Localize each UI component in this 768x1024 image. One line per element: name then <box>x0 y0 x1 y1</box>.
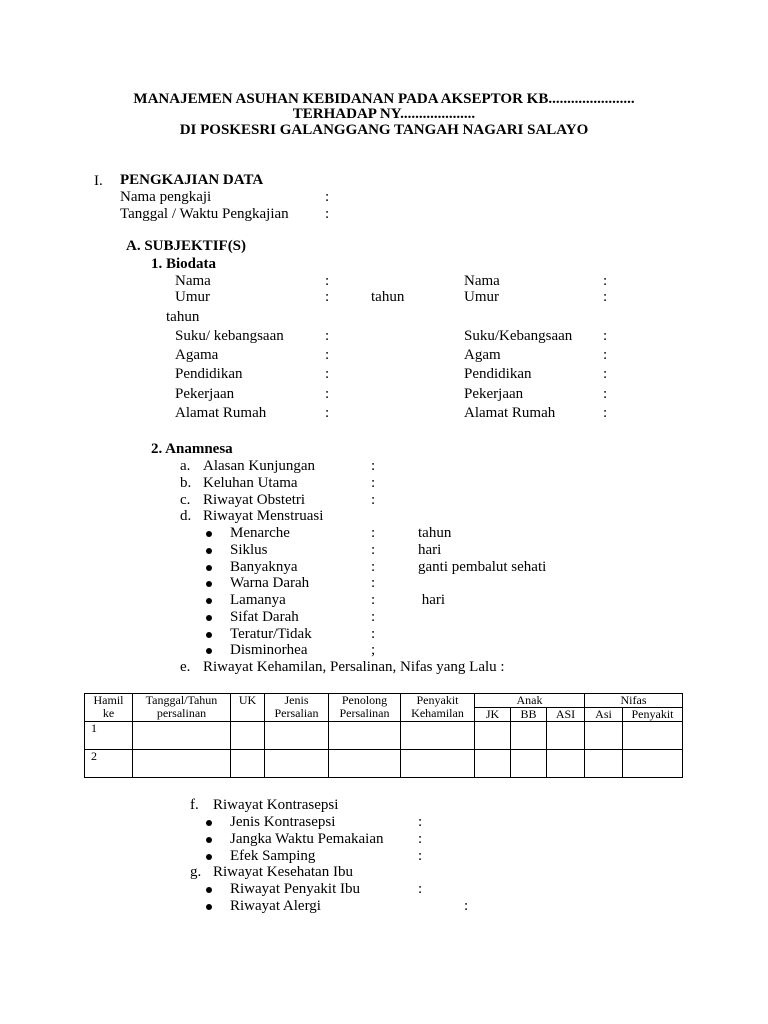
subheader-asi: ASI <box>547 708 585 722</box>
colon: : <box>603 366 608 382</box>
colon: : <box>418 814 423 830</box>
anamnesa-riwayat-menstruasi: Riwayat Menstruasi <box>203 508 324 524</box>
colon: : <box>464 898 469 914</box>
bullet-icon <box>206 598 212 604</box>
row-number: 2 <box>85 750 133 778</box>
menstruasi-label: Banyaknya <box>230 559 298 575</box>
menstruasi-sep: : <box>371 592 376 608</box>
header-text: Penyakit <box>416 693 459 707</box>
colon: : <box>325 289 330 305</box>
menstruasi-sep: : <box>371 575 376 591</box>
anamnesa-letter: d. <box>180 508 192 524</box>
header-nifas: Nifas <box>585 694 683 708</box>
riwayat-kehamilan-table <box>84 693 683 778</box>
bullet-icon <box>206 648 212 654</box>
biodata-right-nama: Nama <box>464 273 500 289</box>
field-nama-pengkaji: Nama pengkaji <box>120 189 212 205</box>
header-text: Tanggal/Tahun <box>145 693 218 707</box>
menstruasi-label: Warna Darah <box>230 575 310 591</box>
bullet-icon <box>206 837 212 843</box>
colon: : <box>603 273 608 289</box>
header-text: Kehamilan <box>411 706 464 720</box>
doc-title-line2: TERHADAP NY.................... <box>292 106 476 122</box>
kontrasepsi-letter: f. <box>190 797 199 813</box>
bullet-icon <box>206 565 212 571</box>
biodata-right-agama: Agam <box>464 347 501 363</box>
subheader-nifas-penyakit: Penyakit <box>623 708 683 722</box>
menstruasi-sep: ; <box>371 642 376 658</box>
anamnesa-riwayat-kehamilan: Riwayat Kehamilan, Persalinan, Nifas yang Lalu : <box>203 659 505 675</box>
kontrasepsi-item-jangka: Jangka Waktu Pemakaian <box>230 831 384 847</box>
header-hamil-ke <box>85 694 133 722</box>
bullet-icon <box>206 820 212 826</box>
kesehatan-item-alergi: Riwayat Alergi <box>230 898 321 914</box>
menstruasi-label: Lamanya <box>230 592 286 608</box>
colon: : <box>325 386 330 402</box>
field-tanggal-pengkajian: Tanggal / Waktu Pengkajian <box>120 206 289 222</box>
colon: : <box>325 405 330 421</box>
kesehatan-heading: Riwayat Kesehatan Ibu <box>213 864 353 880</box>
menstruasi-value: tahun <box>418 525 452 541</box>
colon: : <box>371 492 376 508</box>
anamnesa-alasan-kunjungan: Alasan Kunjungan <box>203 458 316 474</box>
anamnesa-heading: 2. Anamnesa <box>151 441 233 457</box>
menstruasi-value: hari <box>418 542 442 558</box>
anamnesa-letter: c. <box>180 492 191 508</box>
header-text: persalinan <box>156 706 207 720</box>
colon: : <box>603 328 608 344</box>
subheader-bb: BB <box>511 708 547 722</box>
menstruasi-sep: : <box>371 609 376 625</box>
biodata-right-pendidikan: Pendidikan <box>464 366 532 382</box>
menstruasi-label: Sifat Darah <box>230 609 299 625</box>
colon: : <box>325 273 330 289</box>
biodata-left-umur: Umur <box>175 289 210 305</box>
biodata-left-pekerjaan: Pekerjaan <box>175 386 235 402</box>
section-numeral: I. <box>94 173 103 189</box>
menstruasi-label: Menarche <box>230 525 290 541</box>
table-row <box>85 750 683 778</box>
bullet-icon <box>206 548 212 554</box>
biodata-right-umur: Umur <box>464 289 499 305</box>
header-uk: UK <box>231 694 265 722</box>
biodata-right-alamat: Alamat Rumah <box>464 405 556 421</box>
colon: : <box>603 289 608 305</box>
bullet-icon <box>206 615 212 621</box>
biodata-tahun-ibu: tahun <box>371 289 405 305</box>
kesehatan-letter: g. <box>190 864 202 880</box>
menstruasi-sep: : <box>371 525 376 541</box>
header-text: Persalinan <box>339 706 390 720</box>
header-tanggal <box>133 694 231 722</box>
header-text: Penolong <box>341 693 388 707</box>
menstruasi-value: ganti pembalut sehati <box>418 559 547 575</box>
menstruasi-label: Disminorhea <box>230 642 308 658</box>
header-text: ke <box>102 706 115 720</box>
header-jenis <box>265 694 329 722</box>
anamnesa-keluhan-utama: Keluhan Utama <box>203 475 298 491</box>
colon: : <box>371 458 376 474</box>
bullet-icon <box>206 632 212 638</box>
anamnesa-riwayat-obstetri: Riwayat Obstetri <box>203 492 306 508</box>
colon: : <box>603 386 608 402</box>
colon: : <box>325 206 330 222</box>
header-text: Persalian <box>274 706 319 720</box>
menstruasi-label: Siklus <box>230 542 268 558</box>
menstruasi-value: hari <box>418 592 446 608</box>
menstruasi-sep: : <box>371 626 376 642</box>
subheader-nifas-asi: Asi <box>585 708 623 722</box>
colon: : <box>325 366 330 382</box>
colon: : <box>325 328 330 344</box>
biodata-tahun-suami: tahun <box>166 309 200 325</box>
header-text: Hamil <box>93 693 124 707</box>
menstruasi-label: Teratur/Tidak <box>230 626 312 642</box>
bullet-icon <box>206 581 212 587</box>
colon: : <box>603 405 608 421</box>
doc-title-line3: DI POSKESRI GALANGGANG TANGAH NAGARI SALAYO <box>179 122 589 138</box>
header-anak: Anak <box>475 694 585 708</box>
subheader-jk: JK <box>475 708 511 722</box>
bullet-icon <box>206 531 212 537</box>
menstruasi-sep: : <box>371 559 376 575</box>
subjektif-heading: A. SUBJEKTIF(S) <box>126 238 247 254</box>
table-row <box>85 722 683 750</box>
biodata-right-pekerjaan: Pekerjaan <box>464 386 524 402</box>
biodata-heading: 1. Biodata <box>151 256 217 272</box>
header-text: Jenis <box>284 693 309 707</box>
colon: : <box>418 881 423 897</box>
biodata-left-agama: Agama <box>175 347 219 363</box>
header-penolong <box>329 694 401 722</box>
menstruasi-sep: : <box>371 542 376 558</box>
biodata-left-nama: Nama <box>175 273 211 289</box>
colon: : <box>603 347 608 363</box>
biodata-right-suku: Suku/Kebangsaan <box>464 328 573 344</box>
biodata-left-pendidikan: Pendidikan <box>175 366 243 382</box>
biodata-left-suku: Suku/ kebangsaan <box>175 328 284 344</box>
colon: : <box>418 848 423 864</box>
colon: : <box>325 189 330 205</box>
anamnesa-letter: a. <box>180 458 191 474</box>
anamnesa-letter: e. <box>180 659 191 675</box>
kontrasepsi-item-efek: Efek Samping <box>230 848 316 864</box>
colon: : <box>418 831 423 847</box>
kontrasepsi-heading: Riwayat Kontrasepsi <box>213 797 339 813</box>
kontrasepsi-item-jenis: Jenis Kontrasepsi <box>230 814 336 830</box>
colon: : <box>371 475 376 491</box>
doc-title-line1: MANAJEMEN ASUHAN KEBIDANAN PADA AKSEPTOR KB....................... <box>133 91 635 107</box>
bullet-icon <box>206 854 212 860</box>
bullet-icon <box>206 904 212 910</box>
anamnesa-letter: b. <box>180 475 192 491</box>
biodata-left-alamat: Alamat Rumah <box>175 405 267 421</box>
section-heading: PENGKAJIAN DATA <box>120 172 264 188</box>
row-number: 1 <box>85 722 133 750</box>
kesehatan-item-penyakit: Riwayat Penyakit Ibu <box>230 881 360 897</box>
colon: : <box>325 347 330 363</box>
bullet-icon <box>206 887 212 893</box>
header-penyakit <box>401 694 475 722</box>
